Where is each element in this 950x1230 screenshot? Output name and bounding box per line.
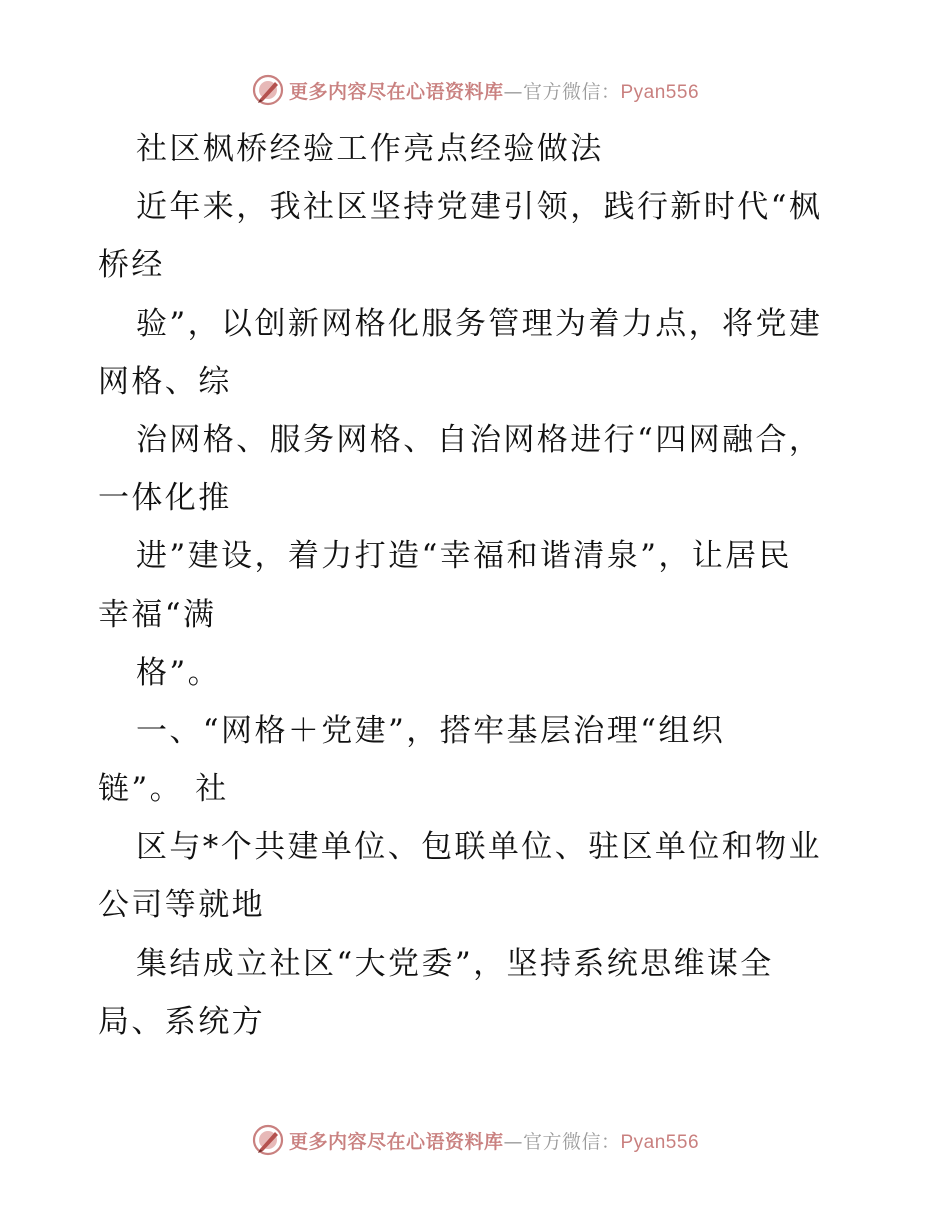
banner-wechat-label: 官方微信： <box>522 80 621 103</box>
text-line: 网格、综 <box>98 363 232 400</box>
text-line: 近年来，我社区坚持党建引领，践行新时代“枫 <box>136 189 823 226</box>
text-line: 幸福“满 <box>98 596 217 633</box>
pen-logo-icon <box>251 1123 285 1157</box>
banner-separator: — <box>503 1130 523 1153</box>
text-line: 区与*个共建单位、包联单位、驻区单位和物业 <box>136 829 822 866</box>
text-line: 局、系统方 <box>98 1003 265 1040</box>
pen-logo-icon <box>251 73 285 107</box>
section-heading: 一、“网格＋党建”，搭牢基层治理“组织 <box>136 712 726 749</box>
text-line: 进”建设，着力打造“幸福和谐清泉”，让居民 <box>136 538 792 575</box>
document-title: 社区枫桥经验工作亮点经验做法 <box>136 131 604 167</box>
banner-main-text: 更多内容尽在心语资料库 <box>288 1130 504 1153</box>
document-body <box>98 120 858 1051</box>
text-line: 集结成立社区“大党委”，坚持系统思维谋全 <box>136 945 774 982</box>
footer-watermark <box>0 1120 950 1160</box>
text-line: 桥经 <box>98 247 165 284</box>
text-line: 一体化推 <box>98 480 232 517</box>
header-watermark <box>0 70 950 110</box>
banner-separator: — <box>503 80 523 103</box>
banner-main-text: 更多内容尽在心语资料库 <box>288 80 504 103</box>
text-line: 治网格、服务网格、自治网格进行“四网融合， <box>136 421 823 458</box>
banner-wechat-label: 官方微信： <box>522 1130 621 1153</box>
text-line: 格”。 <box>136 654 222 691</box>
text-line: 公司等就地 <box>98 887 265 924</box>
banner-wechat-id: Pyan556 <box>620 1131 700 1153</box>
text-line: 链”。 社 <box>98 771 229 808</box>
banner-wechat-id: Pyan556 <box>620 81 700 103</box>
text-line: 验”，以创新网格化服务管理为着力点，将党建 <box>136 305 823 342</box>
